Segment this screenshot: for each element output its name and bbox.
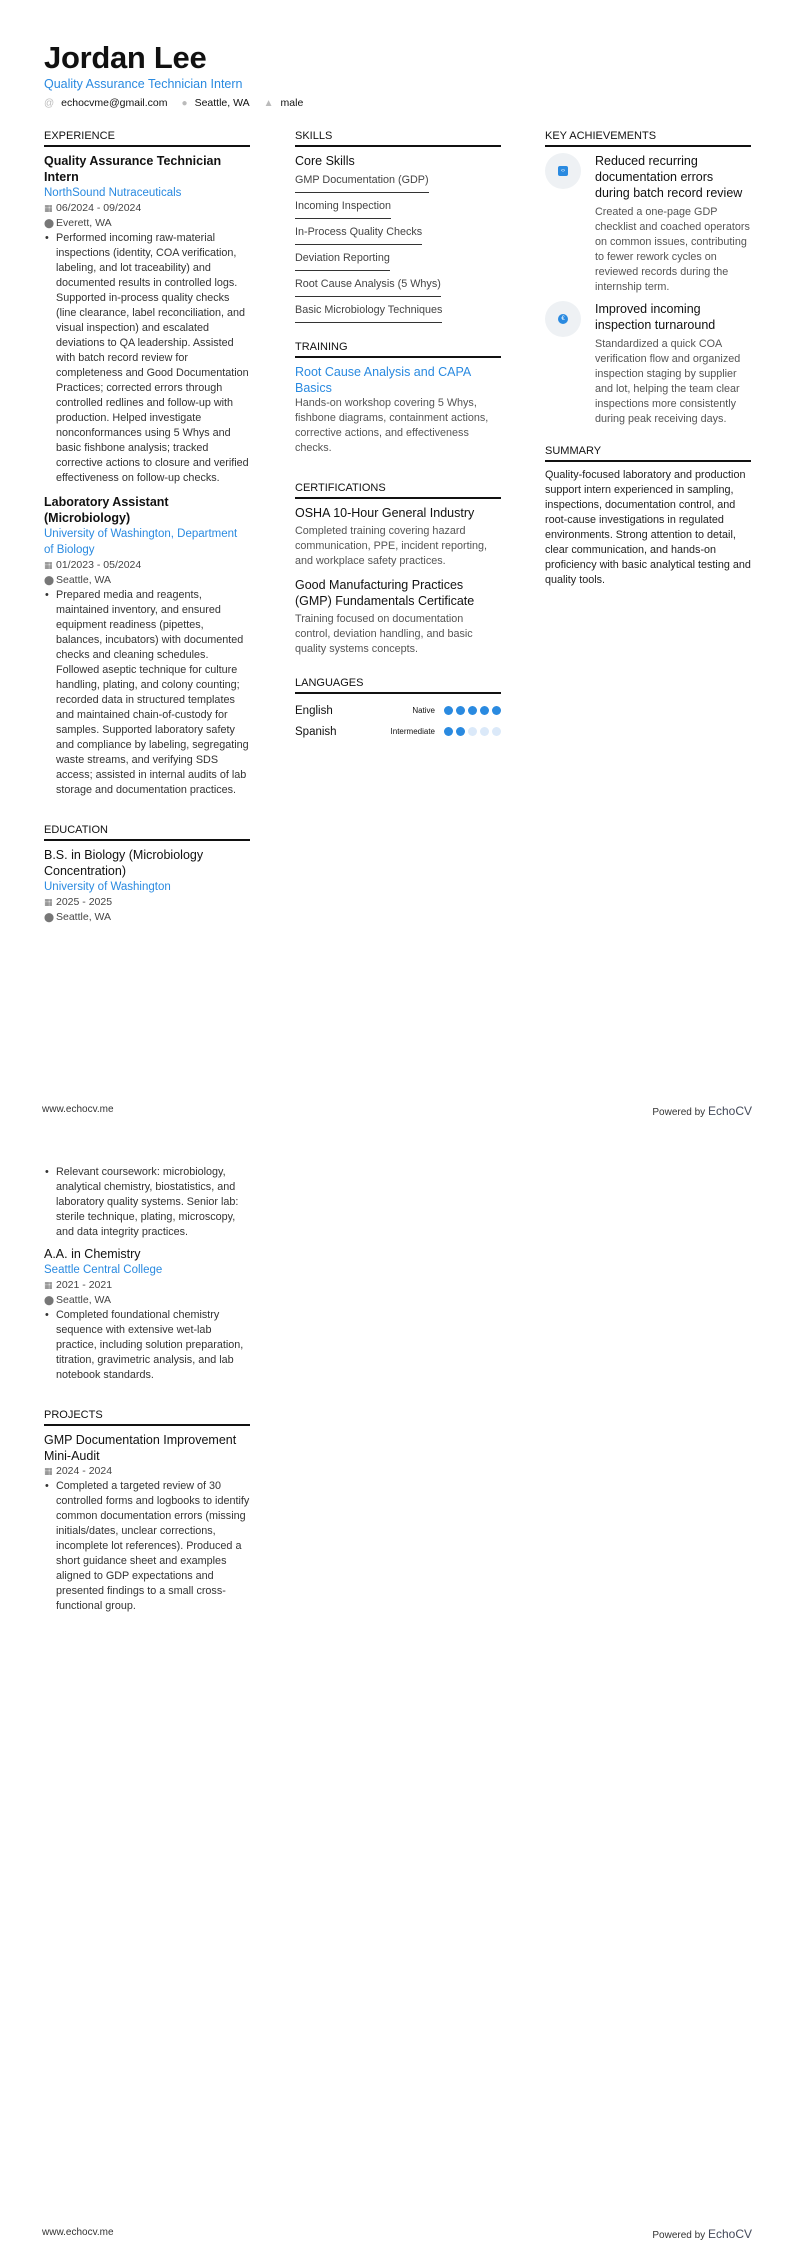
bullet-list xyxy=(44,1479,250,1614)
calendar-icon: ▦ xyxy=(44,1280,53,1290)
education-entry xyxy=(44,1246,250,1383)
candidate-name: Jordan Lee xyxy=(44,40,207,75)
language-row xyxy=(295,700,501,721)
company-name[interactable]: NorthSound Nutraceuticals xyxy=(44,187,182,199)
location-pin-icon: ⬤ xyxy=(44,912,55,922)
meta-row xyxy=(44,1464,250,1479)
meta-value: 2025 - 2025 xyxy=(56,896,113,908)
school-name[interactable]: Seattle Central College xyxy=(44,1264,163,1276)
bullet: • Performed incoming raw-material inspections (identity, COA verification, labeling, and lot traceability) and documented results in controlled logs. Supported in-process quality checks (line clearance, label reconciliation, and visual inspection) and escalated deviations to QA leadership. Assisted with batch record review for completeness and Good Documentation Practices; corrected errors through controlled redlines and follow-up with production. Helped investigate nonconformances using 5 Whys and basic fishbone analysis; tracked corrective actions to closure and verified effectiveness on follow-up checks. xyxy=(44,231,250,486)
meta-row xyxy=(44,895,250,910)
language-name: English xyxy=(295,704,333,717)
proficiency-dot xyxy=(492,727,501,736)
achievement-description: Standardized a quick COA verification flow and organized inspection staging by supplier and lot, helping the team clear inspections more consistently during peak receiving days. xyxy=(595,338,741,425)
section-skills: SKILLS xyxy=(295,130,501,147)
footer-powered-by[interactable] xyxy=(652,1104,752,1118)
education-entry xyxy=(44,847,250,925)
meta-row xyxy=(44,216,250,231)
school-name[interactable]: University of Washington xyxy=(44,881,171,893)
project-entry xyxy=(44,1432,250,1614)
proficiency-dot xyxy=(444,727,453,736)
section-certifications: CERTIFICATIONS xyxy=(295,482,501,499)
calendar-icon: ▦ xyxy=(44,1466,53,1476)
location-pin-icon: ⬤ xyxy=(44,218,55,228)
calendar-icon: ▦ xyxy=(44,897,53,907)
meta-row xyxy=(44,910,250,925)
certification-name: OSHA 10-Hour General Industry xyxy=(295,506,475,520)
achievement-description: Created a one-page GDP checklist and coached operators on common issues, contributing to fewer rework cycles on reviewed records during the internship term. xyxy=(595,206,750,293)
location-pin-icon: ● xyxy=(181,98,188,109)
education-bullet: • Relevant coursework: microbiology, analytical chemistry, biostatistics, and laboratory quality systems. Senior lab: sterile technique, plating, microscopy, and data integrity practices. xyxy=(44,1165,250,1240)
candidate-title: Quality Assurance Technician Intern xyxy=(44,77,243,91)
powered-by-label: Powered by xyxy=(652,1107,706,1118)
training-description: Hands-on workshop covering 5 Whys, fishbone diagrams, containment actions, corrective actions, and effectiveness checks. xyxy=(295,397,489,454)
section-experience: EXPERIENCE xyxy=(44,130,250,147)
achievement-body xyxy=(595,301,751,427)
proficiency-dot xyxy=(444,706,453,715)
proficiency-dot xyxy=(468,727,477,736)
achievement-icon-badge xyxy=(545,153,581,189)
language-level: Intermediate xyxy=(390,727,435,736)
certification-description: Training focused on documentation control, deviation handling, and basic quality systems concepts. xyxy=(295,613,473,655)
training-entry xyxy=(295,364,501,456)
job-title: Quality Assurance Technician Intern xyxy=(44,154,222,184)
resume-page-2 xyxy=(0,1123,794,2246)
meta-value: 2024 - 2024 xyxy=(56,1465,113,1477)
degree: B.S. in Biology (Microbiology Concentration) xyxy=(44,848,204,878)
brand-logo: EchoCV xyxy=(707,1104,752,1118)
section-education: EDUCATION xyxy=(44,824,250,841)
achievement-body xyxy=(595,153,751,295)
meta-row xyxy=(44,1293,250,1308)
location: Seattle, WA xyxy=(194,97,250,109)
meta-value: 2021 - 2021 xyxy=(56,1279,113,1291)
section-summary: SUMMARY xyxy=(545,445,751,462)
gender: male xyxy=(280,97,304,109)
calendar-icon: ▦ xyxy=(44,203,53,213)
summary-text: Quality-focused laboratory and production support intern experienced in sampling, inspections, documentation control, and root-cause investigations in regulated environments. Strong attention to detail, clear communication, and hands-on proficiency with basic analytical testing and quality tools. xyxy=(545,469,751,586)
left-column-continued xyxy=(44,1165,250,1622)
company-name[interactable]: University of Washington, Department of Biology xyxy=(44,528,238,556)
proficiency-dot xyxy=(480,706,489,715)
project-name: GMP Documentation Improvement Mini-Audit xyxy=(44,1433,237,1463)
location-pin-icon: ⬤ xyxy=(44,575,55,585)
certification-name: Good Manufacturing Practices (GMP) Fundamentals Certificate xyxy=(295,578,475,608)
bullet-list xyxy=(44,588,250,798)
language-row xyxy=(295,721,501,742)
skill-item: GMP Documentation (GDP) xyxy=(295,171,429,193)
meta-value: Everett, WA xyxy=(56,217,112,229)
experience-entry xyxy=(44,153,250,486)
meta-value: 01/2023 - 05/2024 xyxy=(56,559,142,571)
section-key-achievements: KEY ACHIEVEMENTS xyxy=(545,130,751,147)
language-name: Spanish xyxy=(295,725,337,738)
certification-description: Completed training covering hazard communication, PPE, incident reporting, and workplace safety practices. xyxy=(295,525,488,567)
section-languages: LANGUAGES xyxy=(295,677,501,694)
bullet: • Prepared media and reagents, maintained inventory, and ensured equipment readiness (pipettes, balances, incubators) with documented checks and cleaning schedules. Followed aseptic technique for culture handling, plating, and colony counting; recorded data in structured templates and maintained chain-of-custody for samples. Supported laboratory safety and compliance by labeling, segregating waste streams, and verifying SDS access; assisted in internal audits of lab storage and documentation practices. xyxy=(44,588,250,798)
experience-entry xyxy=(44,494,250,798)
skill-item: Root Cause Analysis (5 Whys) xyxy=(295,275,441,297)
email[interactable]: echocvme@gmail.com xyxy=(61,97,168,109)
skill-item: Basic Microbiology Techniques xyxy=(295,301,442,323)
at-icon: @ xyxy=(44,98,55,109)
skill-item: In-Process Quality Checks xyxy=(295,223,422,245)
meta-value: 06/2024 - 09/2024 xyxy=(56,202,142,214)
achievement-icon-badge xyxy=(545,301,581,337)
certification-entry xyxy=(295,577,501,657)
meta-row xyxy=(44,201,250,216)
degree: A.A. in Chemistry xyxy=(44,1247,141,1261)
proficiency-dot xyxy=(456,706,465,715)
code-icon: ‹› xyxy=(558,166,568,176)
person-icon: ▲ xyxy=(263,98,274,109)
powered-by-label: Powered by xyxy=(652,2230,706,2241)
meta-row xyxy=(44,558,250,573)
proficiency-dot xyxy=(456,727,465,736)
right-column xyxy=(545,130,751,588)
proficiency-dot xyxy=(468,706,477,715)
bullet: • Completed foundational chemistry sequence with extensive wet-lab practice, including solution preparation, titration, gravimetric analysis, and lab notebook standards. xyxy=(44,1308,250,1383)
euro-icon: € xyxy=(558,314,568,324)
footer-powered-by[interactable] xyxy=(652,2227,752,2241)
language-level: Native xyxy=(412,706,435,715)
contact-row xyxy=(44,97,303,109)
training-name[interactable]: Root Cause Analysis and CAPA Basics xyxy=(295,365,471,395)
job-title: Laboratory Assistant (Microbiology) xyxy=(44,495,169,525)
meta-row xyxy=(44,573,250,588)
achievement-title: Reduced recurring documentation errors during batch record review xyxy=(595,154,743,200)
middle-column xyxy=(295,130,501,742)
bullet-list xyxy=(44,231,250,486)
footer-site-link[interactable]: www.echocv.me xyxy=(42,1104,114,1115)
calendar-icon: ▦ xyxy=(44,560,53,570)
meta-row xyxy=(44,1278,250,1293)
section-training: TRAINING xyxy=(295,341,501,358)
skill-item: Deviation Reporting xyxy=(295,249,390,271)
achievement-item xyxy=(545,153,751,295)
meta-value: Seattle, WA xyxy=(56,1294,112,1306)
bullet: • Completed a targeted review of 30 controlled forms and logbooks to identify common documentation errors (missing initials/dates, unclear corrections, incomplete lot references). Produced a short guidance sheet and examples aligned to GDP expectations and presented findings to a small cross-functional group. xyxy=(44,1479,250,1614)
achievement-item xyxy=(545,301,751,427)
skill-group-title: Core Skills xyxy=(295,154,355,168)
bullet-list xyxy=(44,1308,250,1383)
section-projects: PROJECTS xyxy=(44,1409,250,1426)
footer-site-link[interactable]: www.echocv.me xyxy=(42,2227,114,2238)
location-pin-icon: ⬤ xyxy=(44,1295,55,1305)
achievement-title: Improved incoming inspection turnaround xyxy=(595,302,716,332)
meta-value: Seattle, WA xyxy=(56,911,112,923)
meta-value: Seattle, WA xyxy=(56,574,112,586)
proficiency-dot xyxy=(480,727,489,736)
brand-logo: EchoCV xyxy=(707,2227,752,2241)
skill-item: Incoming Inspection xyxy=(295,197,391,219)
certification-entry xyxy=(295,505,501,569)
left-column xyxy=(44,130,250,933)
proficiency-dot xyxy=(492,706,501,715)
